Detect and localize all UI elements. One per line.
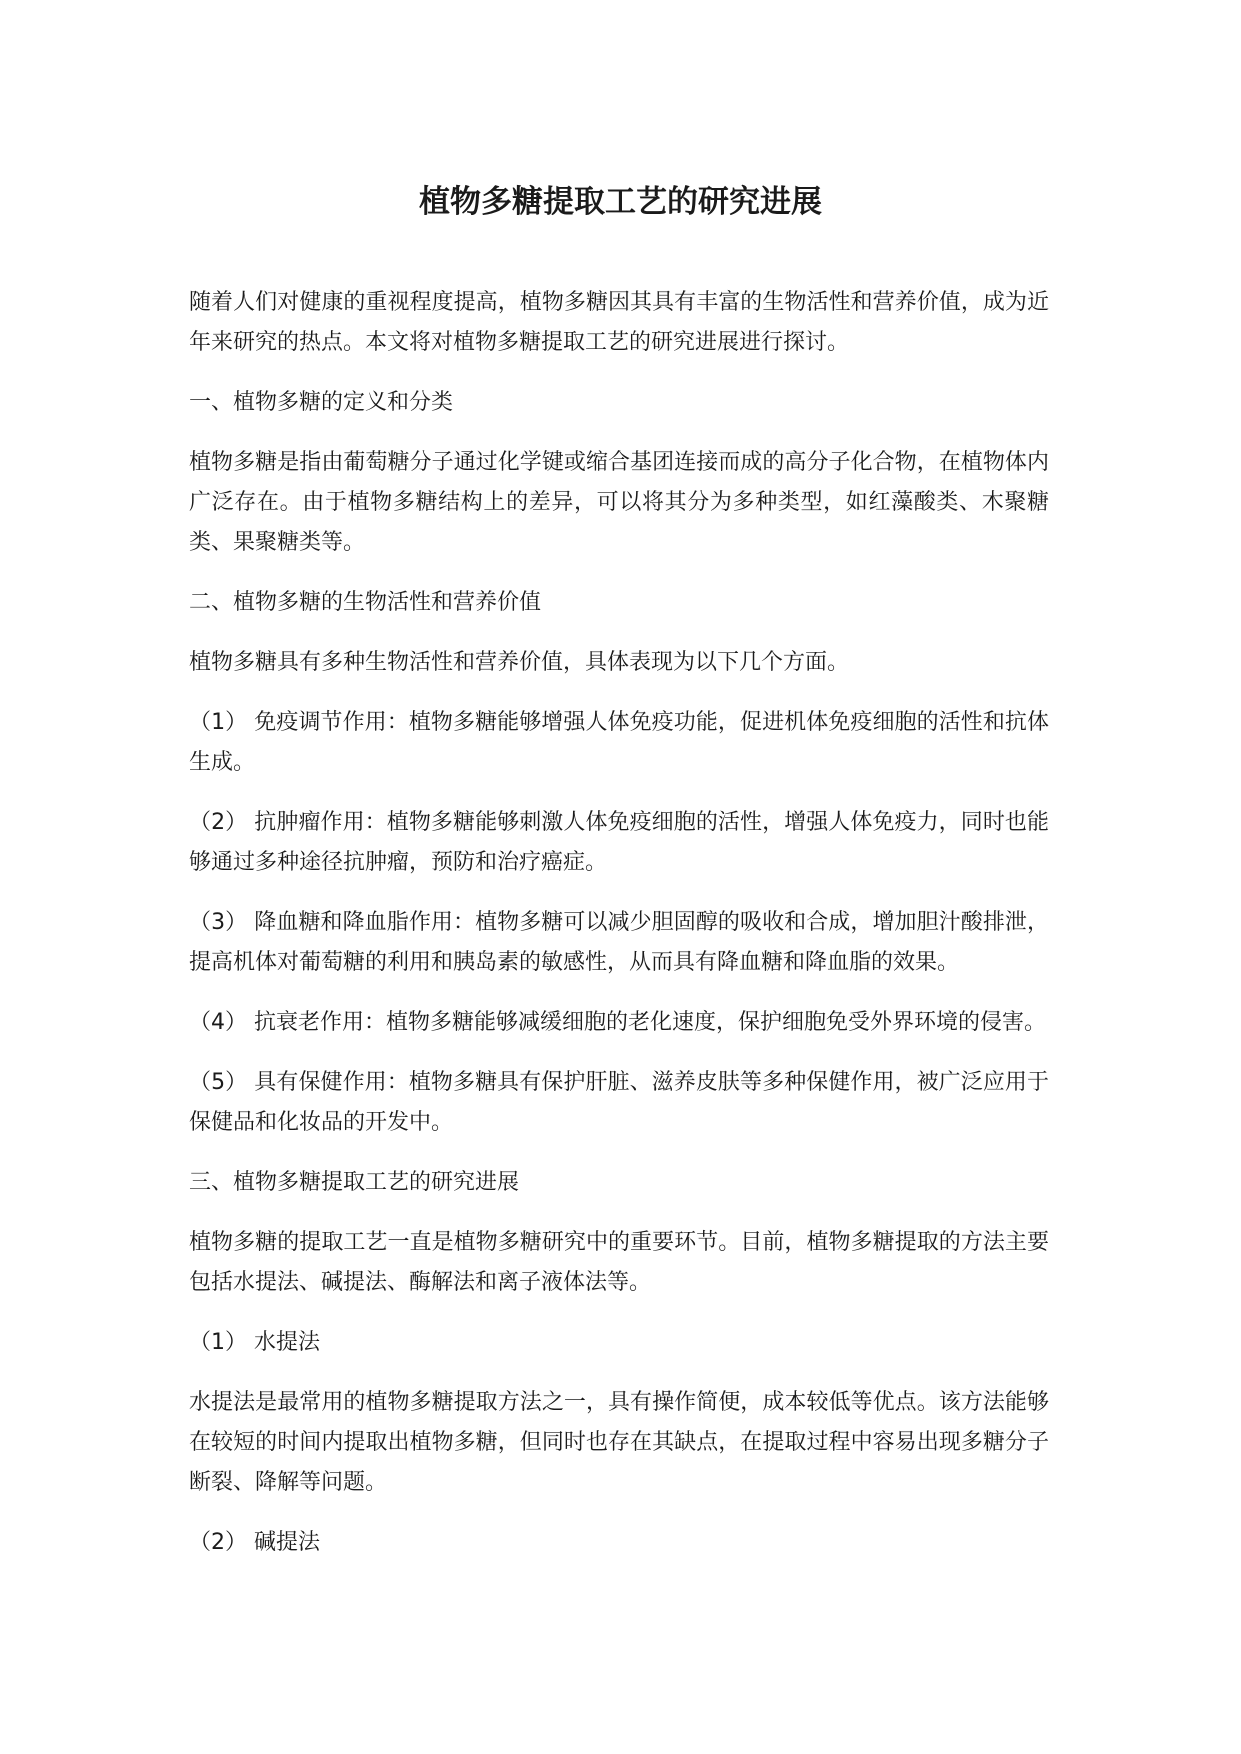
section-heading-2: 二、植物多糖的生物活性和营养价值: [189, 590, 542, 615]
list-item-immune: （1） 免疫调节作用：植物多糖能够增强人体免疫功能，促进机体免疫细胞的活性和抗体生成。: [189, 710, 1049, 775]
section-heading-3: 三、植物多糖提取工艺的研究进展: [189, 1170, 520, 1195]
subheading-alkali-extraction: （2） 碱提法: [189, 1530, 320, 1555]
list-item-blood-sugar: （3） 降血糖和降血脂作用：植物多糖可以减少胆固醇的吸收和合成，增加胆汁酸排泄，提高机体对葡萄糖的利用和胰岛素的敏感性，从而具有降血糖和降血脂的效果。: [189, 910, 1049, 975]
document-title: 植物多糖提取工艺的研究进展: [419, 184, 822, 220]
list-item-health: （5） 具有保健作用：植物多糖具有保护肝脏、滋养皮肤等多种保健作用，被广泛应用于保健品和化妆品的开发中。: [189, 1070, 1049, 1135]
paragraph-extraction-intro: 植物多糖的提取工艺一直是植物多糖研究中的重要环节。目前，植物多糖提取的方法主要包括水提法、碱提法、酶解法和离子液体法等。: [189, 1230, 1049, 1295]
list-item-antiaging: （4） 抗衰老作用：植物多糖能够减缓细胞的老化速度，保护细胞免受外界环境的侵害。: [189, 1010, 1046, 1035]
paragraph-definition: 植物多糖是指由葡萄糖分子通过化学键或缩合基团连接而成的高分子化合物，在植物体内广泛存在。由于植物多糖结构上的差异，可以将其分为多种类型，如红藻酸类、木聚糖类、果聚糖类等。: [189, 450, 1049, 555]
subheading-water-extraction: （1） 水提法: [189, 1330, 320, 1355]
document-body: [189, 283, 1049, 1583]
paragraph-activity-intro: 植物多糖具有多种生物活性和营养价值，具体表现为以下几个方面。: [189, 650, 850, 675]
paragraph-water-extraction: 水提法是最常用的植物多糖提取方法之一，具有操作简便，成本较低等优点。该方法能够在较短的时间内提取出植物多糖，但同时也存在其缺点，在提取过程中容易出现多糖分子断裂、降解等问题。: [189, 1390, 1049, 1495]
list-item-antitumor: （2） 抗肿瘤作用：植物多糖能够刺激人体免疫细胞的活性，增强人体免疫力，同时也能够通过多种途径抗肿瘤，预防和治疗癌症。: [189, 810, 1049, 875]
section-heading-1: 一、植物多糖的定义和分类: [189, 390, 454, 415]
paragraph-intro: 随着人们对健康的重视程度提高，植物多糖因其具有丰富的生物活性和营养价值，成为近年来研究的热点。本文将对植物多糖提取工艺的研究进展进行探讨。: [189, 290, 1049, 355]
